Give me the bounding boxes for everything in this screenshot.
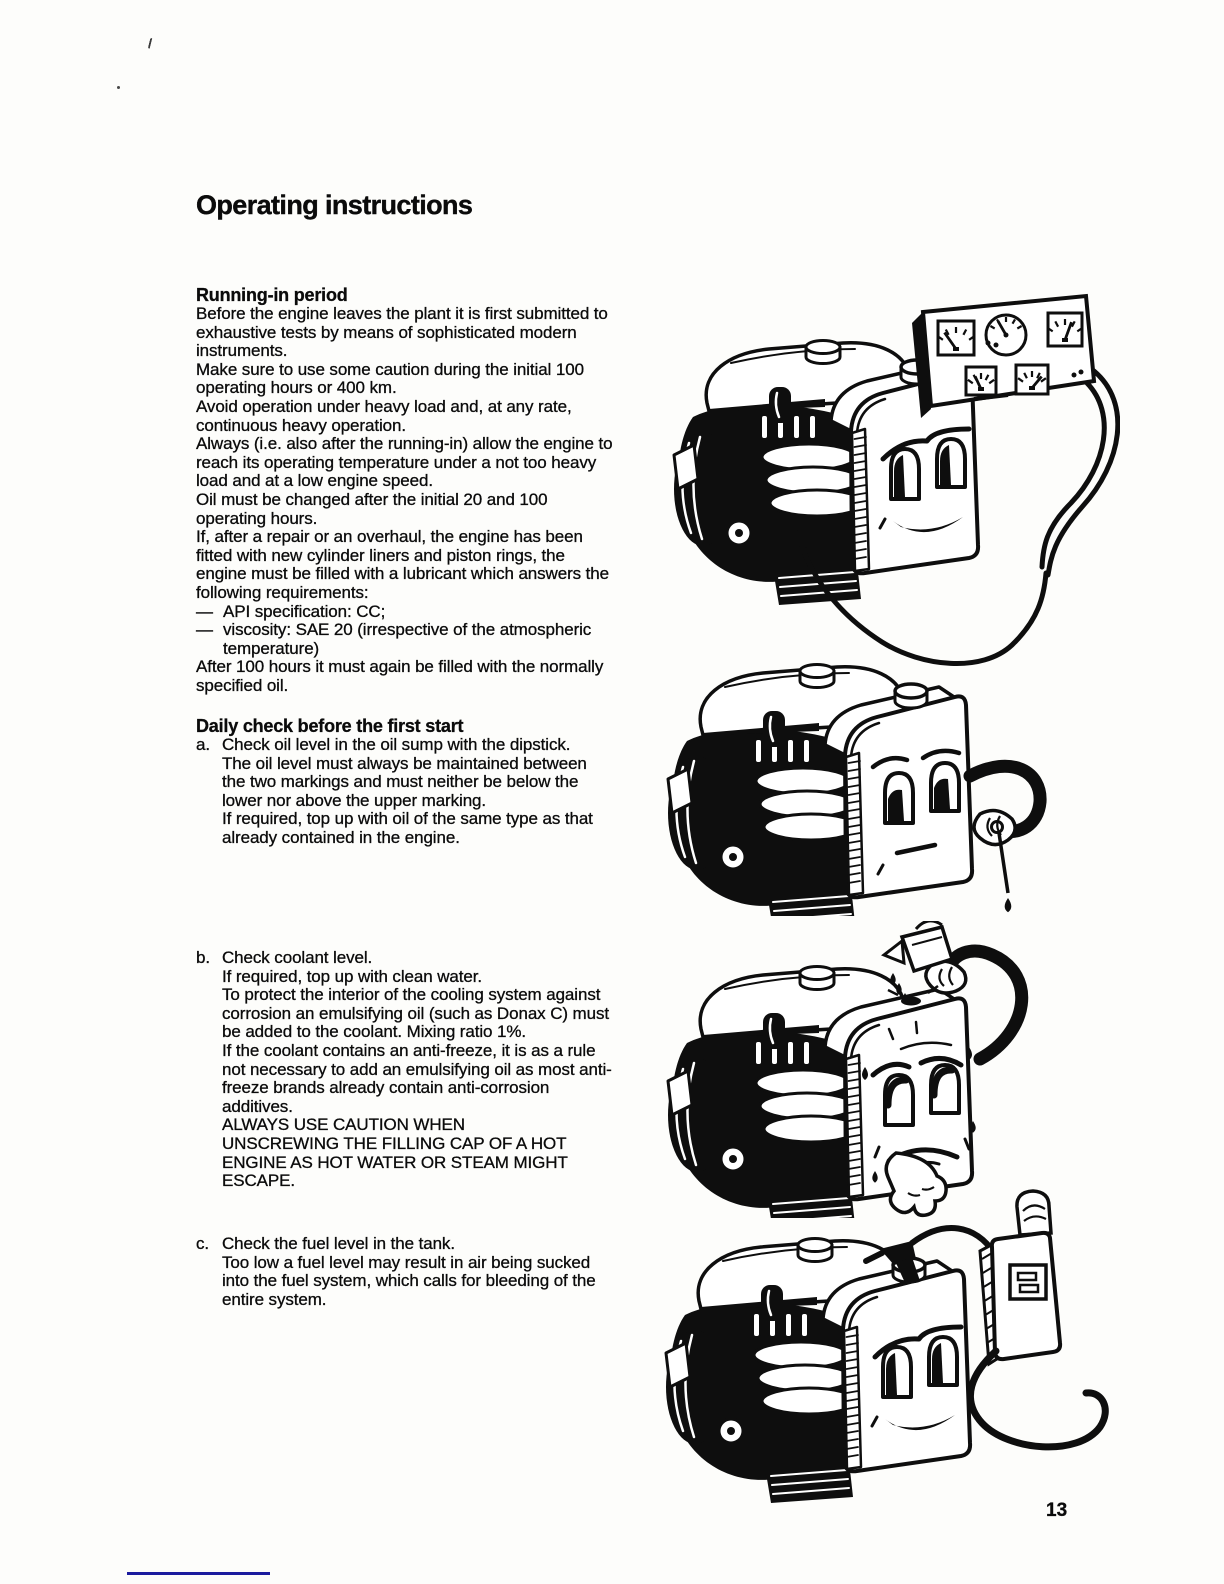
engine-face — [880, 429, 969, 532]
dash-bullet: — — [196, 601, 213, 621]
pump-display — [1010, 1265, 1046, 1299]
oil-filler-cap — [806, 341, 840, 354]
engine-cartoon — [674, 341, 978, 606]
section-daily-check — [196, 716, 614, 848]
oil-filler-cap — [800, 967, 834, 980]
oil-filler-cap — [800, 665, 834, 678]
illustration-engine-test-instruments — [650, 285, 1120, 733]
instrument-panel — [912, 296, 1094, 418]
page-number: 13 — [1046, 1500, 1068, 1521]
check-item-c — [196, 1235, 614, 1309]
paragraph: If required, top up with clean water. — [222, 966, 482, 986]
oil-filler-cap — [798, 1239, 832, 1252]
pump-nozzle-holster — [1017, 1191, 1051, 1235]
paragraph: Avoid operation under heavy load and, at any rate, continuous heavy operation. — [196, 396, 572, 435]
item-label: c. — [196, 1234, 210, 1253]
engine-face — [872, 1327, 961, 1430]
engine-cartoon — [666, 1239, 970, 1504]
engine-face — [873, 751, 959, 874]
running-in-heading: Running-in period — [196, 285, 348, 305]
paragraph: Check coolant level. — [222, 948, 373, 967]
dipstick — [999, 833, 1008, 893]
fuel-nozzle-gun — [866, 1228, 994, 1285]
glove-hand — [886, 1153, 946, 1215]
paragraph: After 100 hours it must again be filled with the normally specified oil. — [196, 657, 604, 695]
daily-check-heading: Daily check before the first start — [196, 716, 464, 736]
paragraph: Before the engine leaves the plant it is first submitted to exhaustive tests by means of sophisticated modern instruments. — [196, 304, 608, 361]
radiator-cap — [895, 684, 927, 698]
paragraph: Make sure to use some caution during the initial 100 operating hours or 400 km. — [196, 359, 584, 398]
warning-line: ESCAPE. — [222, 1171, 295, 1191]
paragraph: Too low a fuel level may result in air being sucked into the fuel system, which calls for bleeding of the entire system. — [222, 1252, 596, 1309]
dash-bullet: — — [196, 620, 213, 640]
paragraph: To protect the interior of the cooling system against corrosion an emulsifying oil (such as Donax C) must be added to the coolant. Mixing ratio 1%. — [222, 985, 609, 1042]
dipstick-handle — [992, 822, 1003, 833]
scan-speck — [148, 38, 155, 50]
engine-face — [862, 1022, 976, 1183]
spec-requirement — [196, 603, 614, 622]
illustration-engine-oil-dipstick — [650, 646, 1080, 916]
test-cables — [795, 371, 1118, 664]
dipstick-arm — [970, 766, 1040, 912]
illustration-engine-coolant-top-up — [650, 921, 1090, 1218]
warning-line: ALWAYS USE CAUTION WHEN — [222, 1115, 465, 1135]
paragraph: Always (i.e. also after the running-in) allow the engine to reach its operating temperature under a not too heavy load and at a low engine speed. — [196, 434, 613, 491]
page-title: Operating instructions — [196, 190, 473, 220]
paragraph: If required, top up with oil of the same type as that already contained in the engine. — [222, 809, 593, 847]
open-filler-neck — [901, 997, 921, 1006]
paragraph: Check the fuel level in the tank. — [222, 1234, 455, 1253]
section-running-in — [196, 285, 614, 695]
scan-artifact-line — [127, 1572, 270, 1575]
coolant-arm — [926, 951, 1022, 1059]
paragraph: Check oil level in the oil sump with the dipstick. — [222, 735, 571, 754]
item-label: a. — [196, 735, 210, 754]
fuel-pump — [970, 1191, 1105, 1447]
requirement-text: viscosity: SAE 20 (irrespective of the atmospheric temperature) — [223, 620, 592, 658]
requirement-text: API specification: CC; — [223, 601, 386, 621]
engine-cartoon — [668, 665, 972, 917]
paragraph: If the coolant contains an anti-freeze, it is as a rule not necessary to add an emulsifying oil as most anti-freeze brands already contain anti-corrosion additives. — [222, 1040, 612, 1116]
paragraph: The oil level must always be maintained between the two markings and must neither be below the lower nor above the upper marking. — [222, 753, 587, 810]
radiator-cap — [893, 1258, 925, 1272]
radiator-cap — [901, 360, 933, 374]
engine-cartoon — [668, 967, 976, 1219]
warning-line: UNSCREWING THE FILLING CAP OF A HOT — [222, 1133, 567, 1153]
check-item-a — [196, 736, 614, 848]
fuel-hose — [970, 1351, 1105, 1447]
paragraph: If, after a repair or an overhaul, the engine has been fitted with new cylinder liners and piston rings, the engine must be filled with a lubricant which answers the following requirements: — [196, 527, 610, 602]
scan-speck — [117, 86, 120, 89]
check-item-b — [196, 949, 614, 1191]
illustration-engine-fuel-pump — [640, 1185, 1224, 1520]
item-label: b. — [196, 948, 210, 967]
warning-line: ENGINE AS HOT WATER OR STEAM MIGHT — [222, 1152, 568, 1172]
paragraph: Oil must be changed after the initial 20 and 100 operating hours. — [196, 489, 548, 528]
spec-requirement — [196, 621, 614, 658]
watering-can — [884, 921, 952, 1005]
